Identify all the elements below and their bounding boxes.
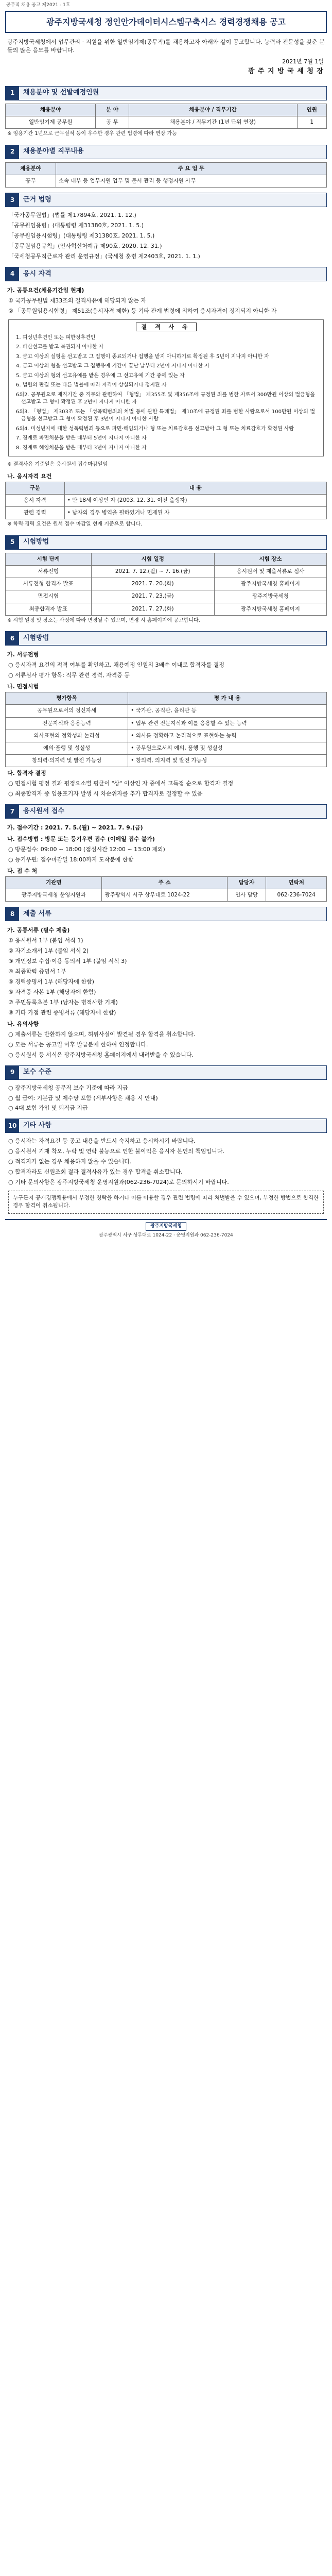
interview-table bbox=[5, 692, 327, 767]
subsection-title: 다. 합격자 결정 bbox=[7, 770, 46, 777]
table-cell: 062-236-7024 bbox=[266, 889, 327, 902]
subsection-title: 나. 접수방법 : 방문 또는 등기우편 접수 (이메일 접수 불가) bbox=[7, 836, 155, 843]
subsection-title: 나. 유의사항 bbox=[7, 1020, 39, 1027]
disqualification-title: 결 격 사 유 bbox=[14, 323, 318, 331]
application-item: ○ 방문접수: 09:00 ~ 18:00 (점심시간 12:00 ~ 13:00 제외) bbox=[8, 846, 165, 853]
section-1-title: 채용분야 및 선발예정인원 bbox=[19, 87, 326, 100]
section-6-title: 시험방법 bbox=[19, 632, 326, 645]
section-1-heading bbox=[5, 86, 327, 100]
table-row bbox=[6, 578, 327, 590]
section-6 bbox=[5, 631, 327, 799]
other-item: ○ 기타 문의사항은 광주지방국세청 운영지원과(062-236-7024)로 문의하시기 바랍니다. bbox=[8, 1179, 229, 1186]
caution-item: ○ 모든 서류는 공고일 이후 발급분에 한하여 인정합니다. bbox=[8, 1041, 148, 1048]
subsection-title: 나. 면접시험 bbox=[7, 683, 39, 690]
section-7-heading bbox=[5, 804, 327, 819]
subsection-title: 가. 서류전형 bbox=[7, 651, 39, 658]
other-item: ○ 응시원서 기재 착오, 누락 및 연락 불능으로 인한 불이익은 응시자 본인의 책임입니다. bbox=[8, 1148, 224, 1155]
table-cell: 서류전형 합격자 발표 bbox=[6, 578, 92, 590]
table-header: 내 용 bbox=[64, 482, 326, 494]
disqualification-item: 3. 금고 이상의 실형을 선고받고 그 집행이 종료되거나 집행을 받지 아니하기로 확정된 후 5년이 지나지 아니한 자 bbox=[16, 353, 269, 360]
requirement-text: ① 국가공무원법 제33조의 결격사유에 해당되지 않는 자 bbox=[8, 297, 146, 304]
other-item: ○ 응시자는 자격요건 등 공고 내용을 반드시 숙지하고 응시하시기 바랍니다. bbox=[8, 1138, 196, 1145]
table-header: 연락처 bbox=[266, 876, 327, 889]
section-5 bbox=[5, 535, 327, 626]
disqualification-item: 6. 법원의 판결 또는 다른 법률에 따라 자격이 상실되거나 정지된 자 bbox=[16, 382, 167, 388]
table-header: 주 소 bbox=[102, 876, 227, 889]
screening-item: ○ 서류심사 평가 항목: 직무 관련 경력, 자격증 등 bbox=[8, 672, 130, 679]
section-3 bbox=[5, 193, 327, 262]
caution-item: ○ 응시원서 등 서식은 광주지방국세청 홈페이지에서 내려받을 수 있습니다. bbox=[8, 1051, 194, 1058]
section-1 bbox=[5, 86, 327, 140]
section-4 bbox=[5, 267, 327, 530]
document-item: ⑥ 자격증 사본 1부 (해당자에 한함) bbox=[8, 989, 96, 996]
table-header: 채용분야 / 직무기간 bbox=[129, 104, 297, 116]
disqualification-item: 1. 피성년후견인 또는 피한정후견인 bbox=[16, 334, 96, 341]
pay-item: ○ 월 급여: 기본급 및 제수당 포함 (세부사항은 채용 시 안내) bbox=[8, 1094, 158, 1101]
section-1-number: 1 bbox=[6, 87, 19, 100]
table-cell: 소속 내부 등 업무지원 업무 및 문서 관리 등 행정지원 사무 bbox=[56, 175, 326, 188]
issuer-name: 광 주 지 방 국 세 청 장 bbox=[248, 67, 324, 76]
section-5-title: 시험방법 bbox=[19, 536, 326, 549]
caution-item: ○ 제출서류는 반환하지 않으며, 허위사실이 발견될 경우 합격을 취소합니다. bbox=[8, 1030, 196, 1038]
section-9-heading bbox=[5, 1065, 327, 1080]
table-cell: 창의력·의지력 및 발전 가능성 bbox=[6, 755, 128, 767]
section-9-number: 9 bbox=[6, 1066, 19, 1079]
law-item: 「국세청공무직근로자 관리 운영규정」(국세청 훈령 제2403호, 2021. 1. 1.) bbox=[8, 253, 200, 260]
table-cell: 공 무 bbox=[96, 116, 129, 129]
subsection-title: 가. 공통서류 (필수 제출) bbox=[7, 927, 70, 934]
table-cell: • 만 18세 이상인 자 (2003. 12. 31. 이전 출생자) bbox=[64, 494, 326, 506]
section-6-heading bbox=[5, 631, 327, 646]
table-row bbox=[6, 603, 327, 615]
subsection-title: 다. 접 수 처 bbox=[7, 868, 38, 875]
law-item: 「공무원임용령」(대통령령 제31380호, 2021. 1. 5.) bbox=[8, 222, 144, 229]
section-4-title: 응시 자격 bbox=[19, 267, 326, 281]
table-cell: 공무 bbox=[6, 175, 56, 188]
table-cell: 응시 자격 bbox=[6, 494, 65, 506]
table-header: 시험 단계 bbox=[6, 553, 92, 565]
disqualification-item: 5. 금고 이상의 형의 선고유예를 받은 경우에 그 선고유예 기간 중에 있는 자 bbox=[16, 372, 185, 379]
decision-item: ○ 면접시험 평정 결과 평정요소별 평균이 "상" 이상인 자 중에서 고득점 순으로 합격자 결정 bbox=[8, 780, 234, 787]
section-4-number: 4 bbox=[6, 267, 19, 281]
subsection-title: 가. 접수기간 : 2021. 7. 5.(월) ~ 2021. 7. 9.(금) bbox=[7, 824, 143, 832]
section-4-heading bbox=[5, 267, 327, 281]
table-row bbox=[6, 717, 327, 730]
disqualification-item: 6의3. 「형법」 제303조 또는 「성폭력범죄의 처벌 등에 관한 특례법」 제10조에 규정된 죄를 범한 사람으로서 100만원 이상의 벌금형을 선고받고 그 형이 확정된 후 3년이 지나지 아니한 사람 bbox=[16, 409, 315, 422]
table-cell: • 창의력, 의지력 및 발전 가능성 bbox=[128, 755, 327, 767]
table-cell: 공무원으로서의 정신자세 bbox=[6, 705, 128, 717]
table-row bbox=[6, 494, 327, 506]
disqualification-note: ※ 결격사유 기준일은 응시원서 접수마감일임 bbox=[7, 462, 108, 468]
table-row bbox=[6, 590, 327, 603]
section-5-number: 5 bbox=[6, 536, 19, 549]
law-item: 「공무원임용시험령」(대통령령 제31380호, 2021. 1. 5.) bbox=[8, 232, 155, 240]
notice-title: 광주지방국세청 정인안가데이터시스템구축시스 경력경쟁채용 공고 bbox=[46, 17, 286, 27]
document-item: ① 응시원서 1부 (붙임 서식 1) bbox=[8, 937, 83, 944]
section-9-title: 보수 수준 bbox=[19, 1066, 326, 1079]
document-item: ③ 개인정보 수집·이용 동의서 1부 (붙임 서식 3) bbox=[8, 958, 127, 965]
section-2 bbox=[5, 145, 327, 188]
requirement-note: ※ 학력·경력 요건은 원서 접수 마감일 현재 기준으로 합니다. bbox=[7, 521, 143, 528]
section-3-title: 근거 법령 bbox=[19, 193, 326, 207]
table-header: 채용분야 bbox=[6, 162, 56, 175]
disqualification-item: 4. 금고 이상의 형을 선고받고 그 집행유예 기간이 끝난 날부터 2년이 지나지 아니한 자 bbox=[16, 363, 210, 369]
document-item: ⑦ 주민등록초본 1부 (남자는 병적사항 기재) bbox=[8, 998, 118, 1006]
duty-table bbox=[5, 162, 327, 188]
table-cell: 2021. 7. 12.(월) ~ 7. 16.(금) bbox=[91, 566, 214, 578]
table-cell: • 공무원으로서의 예의, 품행 및 성실성 bbox=[128, 742, 327, 755]
requirement-text: ② 「공무원임용시험령」 제51조(응시자격 제한) 등 기타 관계 법령에 의하여 응시자격이 정지되지 아니한 자 bbox=[8, 307, 277, 314]
recruit-field-table bbox=[5, 104, 327, 129]
footer-badge: 광주지방국세청 bbox=[146, 1222, 186, 1231]
table-row bbox=[6, 742, 327, 755]
table-header: 담당자 bbox=[227, 876, 266, 889]
table-cell: 최종합격자 발표 bbox=[6, 603, 92, 615]
table-cell: • 남자의 경우 병역을 필하였거나 면제된 자 bbox=[64, 507, 326, 519]
section-8-title: 제출 서류 bbox=[19, 907, 326, 921]
table-cell: 일반임기제 공무원 bbox=[6, 116, 96, 129]
table-row bbox=[6, 705, 327, 717]
schedule-table bbox=[5, 553, 327, 616]
disqualification-item: 6의2. 공무원으로 재직기간 중 직무와 관련하여 「형법」 제355조 및 제356조에 규정된 죄를 범한 자로서 300만원 이상의 벌금형을 선고받고 그 형이 확정된 후 2년이 지나지 아니한 자 bbox=[16, 392, 315, 405]
table-header: 분 야 bbox=[96, 104, 129, 116]
table-row bbox=[6, 566, 327, 578]
section-5-heading bbox=[5, 535, 327, 550]
table-cell: 2021. 7. 27.(화) bbox=[91, 603, 214, 615]
disqualification-item: 7. 징계로 파면처분을 받은 때부터 5년이 지나지 아니한 자 bbox=[16, 435, 147, 442]
table-row bbox=[6, 507, 327, 519]
table-cell: 광주지방국세청 홈페이지 bbox=[214, 578, 326, 590]
table-cell: 인사 담당 bbox=[227, 889, 266, 902]
schedule-note: ※ 시험 일정 및 장소는 사정에 따라 변경될 수 있으며, 변경 시 홈페이지에 공고합니다. bbox=[7, 617, 200, 623]
subsection-title: 가. 공통요건(채용기간일 현재) bbox=[7, 286, 84, 294]
application-item: ○ 등기우편: 접수마감일 18:00까지 도착분에 한함 bbox=[8, 856, 134, 863]
section-7-number: 7 bbox=[6, 805, 19, 818]
section-2-heading bbox=[5, 145, 327, 159]
table-row bbox=[6, 175, 327, 188]
section-8-number: 8 bbox=[6, 907, 19, 921]
notice-title-box bbox=[5, 11, 327, 33]
section-10-number: 10 bbox=[6, 1119, 19, 1132]
table-cell: 광주지방국세청 운영지원과 bbox=[6, 889, 102, 902]
table-cell: 광주광역시 서구 상무대로 1024-22 bbox=[102, 889, 227, 902]
table-cell: 전문지식과 응용능력 bbox=[6, 717, 128, 730]
table-header: 시험 일정 bbox=[91, 553, 214, 565]
table-cell: • 의사를 정확하고 논리적으로 표현하는 능력 bbox=[128, 730, 327, 742]
decision-item: ○ 최종합격자 중 임용포기자 발생 시 차순위자를 추가 합격자로 결정할 수 있음 bbox=[8, 790, 203, 798]
table-cell: 2021. 7. 23.(금) bbox=[91, 590, 214, 603]
section-8 bbox=[5, 907, 327, 1060]
table-cell: 채용분야 / 직무기간 (1년 단위 연장) bbox=[129, 116, 297, 129]
table-cell: 예의·품행 및 성실성 bbox=[6, 742, 128, 755]
section-6-number: 6 bbox=[6, 632, 19, 645]
table-row bbox=[6, 730, 327, 742]
disqualification-item: 6의4. 미성년자에 대한 성폭력범죄 등으로 파면·해임되거나 형 또는 치료감호를 선고받아 그 형 또는 치료감호가 확정된 사람 bbox=[16, 426, 294, 432]
section-8-heading bbox=[5, 907, 327, 921]
footer-line: 광주광역시 서구 상무대로 1024-22 · 운영지원과 062-236-7024 bbox=[99, 1232, 233, 1238]
section-10-heading bbox=[5, 1118, 327, 1133]
document-item: ⑧ 기타 가점 관련 증빙서류 (해당자에 한함) bbox=[8, 1009, 116, 1016]
section-3-number: 3 bbox=[6, 193, 19, 207]
table-header: 시험 장소 bbox=[214, 553, 326, 565]
disqualification-box bbox=[8, 319, 324, 456]
section-3-heading bbox=[5, 193, 327, 207]
table-cell: 광주지방국세청 bbox=[214, 590, 326, 603]
section-2-title: 채용분야별 직무내용 bbox=[19, 145, 326, 159]
section-7 bbox=[5, 804, 327, 902]
notice-page bbox=[5, 0, 327, 1245]
table-cell: 서류전형 bbox=[6, 566, 92, 578]
table-header: 채용분야 bbox=[6, 104, 96, 116]
table-cell: • 업무 관련 전문지식과 이를 응용할 수 있는 능력 bbox=[128, 717, 327, 730]
document-item: ⑤ 경력증명서 1부 (해당자에 한함) bbox=[8, 978, 94, 986]
table-cell: 1 bbox=[297, 116, 327, 129]
table-row bbox=[6, 755, 327, 767]
table-row bbox=[6, 889, 327, 902]
table-header: 기관명 bbox=[6, 876, 102, 889]
section-1-note: ※ 임용기간 1년으로 근무실적 등이 우수한 경우 관련 법령에 따라 연장 가능 bbox=[7, 131, 177, 137]
table-header: 평가항목 bbox=[6, 692, 128, 705]
other-item: ○ 합격자라도 신원조회 결과 결격사유가 있는 경우 합격을 취소합니다. bbox=[8, 1168, 183, 1176]
requirement-table bbox=[5, 482, 327, 520]
table-cell: 2021. 7. 20.(화) bbox=[91, 578, 214, 590]
table-cell: • 국가관, 공직관, 윤리관 등 bbox=[128, 705, 327, 717]
law-item: 「공무원임용규칙」(인사혁신처예규 제90호, 2020. 12. 31.) bbox=[8, 243, 162, 250]
disqualification-item: 8. 징계로 해임처분을 받은 때부터 3년이 지나지 아니한 자 bbox=[16, 445, 147, 451]
screening-item: ○ 응시자격 요건의 적격 여부를 확인하고, 채용예정 인원의 3배수 이내로 합격자를 결정 bbox=[8, 662, 224, 669]
table-cell: 의사표현의 정확성과 논리성 bbox=[6, 730, 128, 742]
table-header: 평 가 내 용 bbox=[128, 692, 327, 705]
table-header: 구분 bbox=[6, 482, 65, 494]
pay-item: ○ 광주지방국세청 공무직 보수 기준에 따라 지급 bbox=[8, 1084, 128, 1091]
intro-paragraph: 광주지방국세청에서 업무관리 · 지원을 위한 일반임기제(공무직)를 채용하고자 아래와 같이 공고합니다. 능력과 전문성을 갖춘 분들의 많은 응모를 바랍니다. bbox=[7, 39, 325, 54]
subsection-title: 나. 응시자격 요건 bbox=[7, 472, 52, 480]
section-10 bbox=[5, 1118, 327, 1213]
table-row bbox=[6, 116, 327, 129]
footer bbox=[5, 1219, 327, 1239]
table-cell: 응시원서 및 제출서류로 심사 bbox=[214, 566, 326, 578]
section-10-title: 기타 사항 bbox=[19, 1119, 326, 1132]
notice-date: 2021년 7월 1일 bbox=[282, 58, 324, 65]
table-cell: 광주지방국세청 홈페이지 bbox=[214, 603, 326, 615]
document-item: ② 자기소개서 1부 (붙임 서식 2) bbox=[8, 947, 89, 955]
table-header: 인원 bbox=[297, 104, 327, 116]
pay-item: ○ 4대 보험 가입 및 퇴직금 지급 bbox=[8, 1105, 88, 1112]
table-cell: 면접시험 bbox=[6, 590, 92, 603]
table-cell: 관련 경력 bbox=[6, 507, 65, 519]
other-item: ○ 적격자가 없는 경우 채용하지 않을 수 있습니다. bbox=[8, 1158, 132, 1165]
fairness-callout: 누구든지 공개경쟁채용에서 부정한 청탁을 하거나 이를 이용할 경우 관련 법령에 따라 처벌받을 수 있으며, 부정한 방법으로 합격한 경우 합격이 취소됩니다. bbox=[8, 1191, 324, 1213]
section-7-title: 응시원서 접수 bbox=[19, 805, 326, 818]
law-item: 「국가공무원법」(법률 제17894호, 2021. 1. 12.) bbox=[8, 212, 136, 219]
section-2-number: 2 bbox=[6, 145, 19, 159]
table-header: 주 요 업 무 bbox=[56, 162, 326, 175]
document-item: ④ 최종학력 증명서 1부 bbox=[8, 968, 66, 975]
section-9 bbox=[5, 1065, 327, 1114]
contact-table bbox=[5, 876, 327, 902]
disqualification-item: 2. 파산선고를 받고 복권되지 아니한 자 bbox=[16, 344, 104, 350]
document-header: 공무직 채용 공고 제2021 - 1호 bbox=[6, 3, 71, 8]
